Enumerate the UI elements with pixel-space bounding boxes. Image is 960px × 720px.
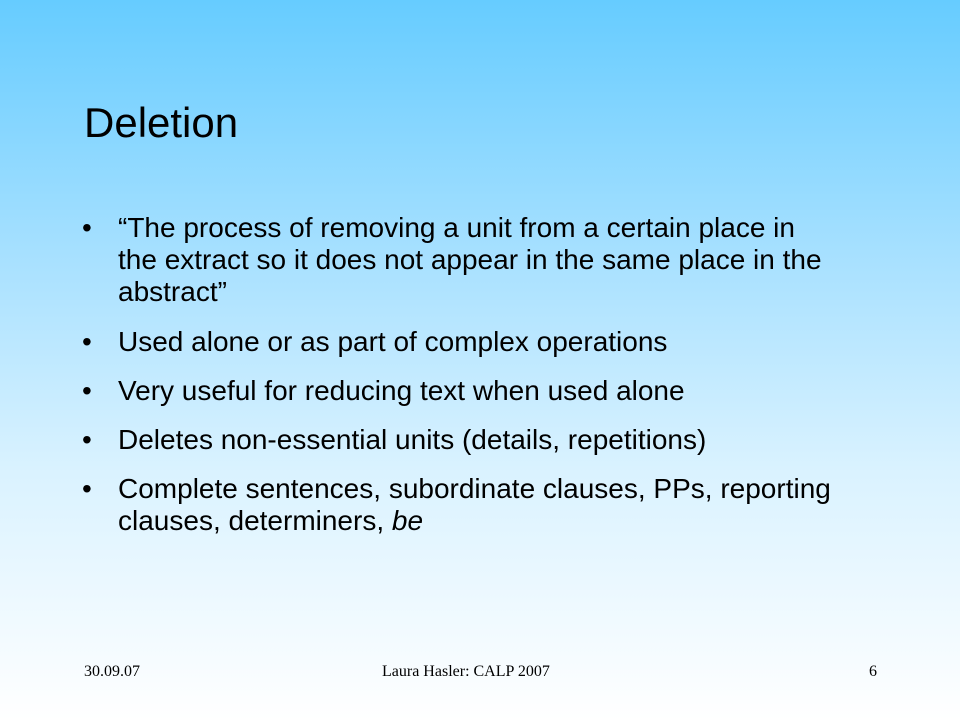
bullet-text: “The process of removing a unit from a certain place in the extract so it does not appear in the same place in the abstract” [118, 212, 822, 308]
footer-page-number: 6 [869, 663, 877, 680]
bullet-emphasis: be [391, 505, 424, 537]
bullet-item-definition [80, 212, 840, 309]
bullet-item-units [80, 473, 840, 537]
bullet-icon: • [82, 325, 92, 357]
slide-title: Deletion [84, 99, 239, 146]
bullet-icon: • [82, 473, 92, 505]
bullet-text: Used alone or as part of complex operations [118, 325, 668, 357]
bullet-text: Very useful for reducing text when used alone [118, 374, 685, 406]
bullet-list [80, 212, 840, 555]
bullet-icon: • [82, 374, 92, 406]
bullet-icon: • [82, 423, 92, 455]
bullet-item-usage [80, 326, 840, 358]
bullet-text: Complete sentences, subordinate clauses, PPs, reporting clauses, determiners, [118, 473, 831, 537]
bullet-item-nonessential [80, 424, 840, 456]
bullet-item-usefulness [80, 375, 840, 407]
bullet-text: Deletes non-essential units (details, repetitions) [118, 423, 707, 455]
footer-date: 30.09.07 [84, 663, 140, 680]
bullet-icon: • [82, 212, 92, 243]
footer-author: Laura Hasler: CALP 2007 [382, 663, 550, 680]
